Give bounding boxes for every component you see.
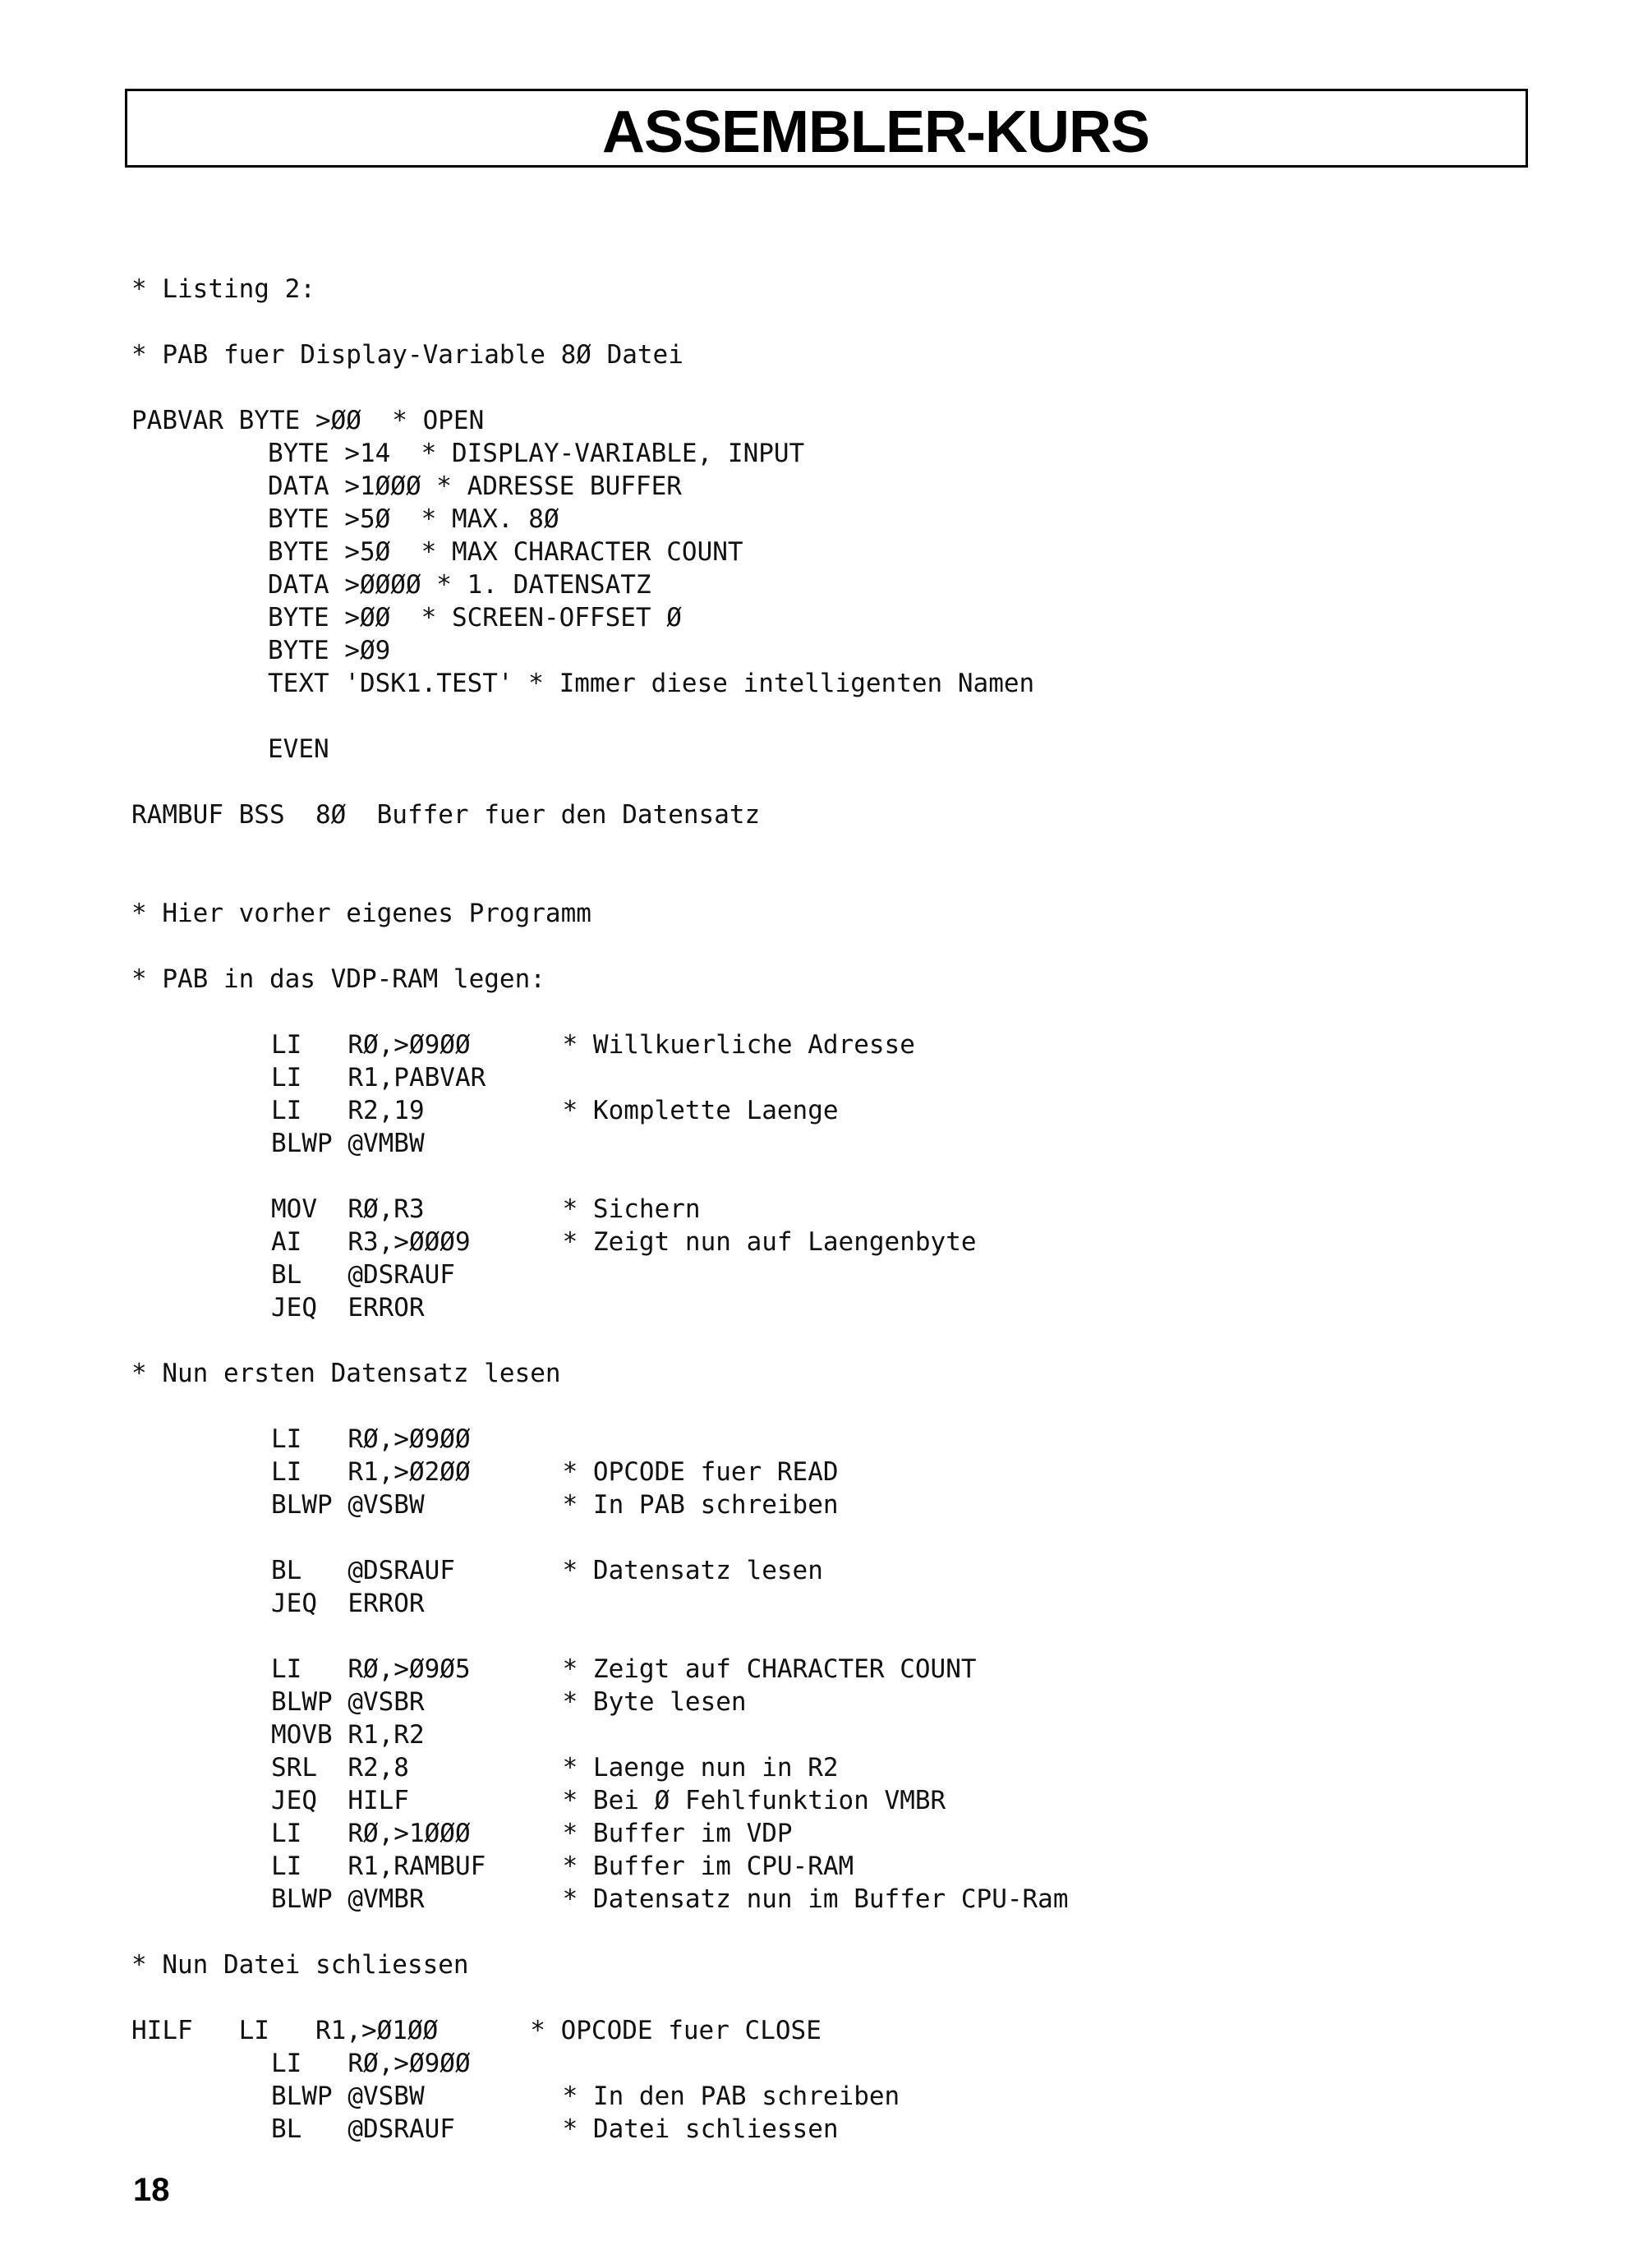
code-line: MOVB R1,R2 — [271, 1720, 425, 1750]
code-line: LI R1,PABVAR — [271, 1063, 486, 1093]
code-line: BLWP @VSBW * In den PAB schreiben — [271, 2082, 900, 2111]
code-line: * Hier vorher eigenes Programm — [131, 899, 591, 928]
code-line: * Listing 2: — [131, 274, 315, 304]
code-line: LI RØ,>Ø9ØØ * Willkuerliche Adresse — [271, 1030, 915, 1060]
page-title: ASSEMBLER-KURS — [601, 99, 1150, 165]
code-line: TEXT 'DSK1.TEST' * Immer diese intelligenten Namen — [268, 669, 1035, 698]
code-line: LI RØ,>Ø9Ø5 * Zeigt auf CHARACTER COUNT — [271, 1654, 977, 1684]
code-line: DATA >1ØØØ * ADRESSE BUFFER — [268, 472, 682, 501]
code-line: BL @DSRAUF * Datei schliessen — [271, 2114, 839, 2144]
code-line: SRL R2,8 * Laenge nun in R2 — [271, 1753, 839, 1783]
code-line: * Nun Datei schliessen — [131, 1950, 469, 1980]
code-line: JEQ ERROR — [271, 1293, 425, 1323]
code-line: BYTE >5Ø * MAX. 8Ø — [268, 504, 559, 534]
page-number: 18 — [133, 2172, 170, 2208]
code-line: BLWP @VSBW * In PAB schreiben — [271, 1490, 839, 1520]
code-line: * Nun ersten Datensatz lesen — [131, 1359, 561, 1388]
code-line: MOV RØ,R3 * Sichern — [271, 1194, 701, 1224]
code-line: * PAB fuer Display-Variable 8Ø Datei — [131, 340, 683, 370]
code-line: PABVAR BYTE >ØØ * OPEN — [131, 406, 485, 435]
code-line: JEQ ERROR — [271, 1589, 425, 1618]
code-line: BYTE >14 * DISPLAY-VARIABLE, INPUT — [268, 439, 805, 468]
code-line: AI R3,>ØØØ9 * Zeigt nun auf Laengenbyte — [271, 1227, 977, 1257]
code-line: BLWP @VMBW — [271, 1129, 425, 1158]
code-line: LI R2,19 * Komplette Laenge — [271, 1096, 839, 1125]
code-line: LI RØ,>Ø9ØØ — [271, 2049, 471, 2078]
code-line: EVEN — [268, 734, 329, 764]
code-line: BYTE >5Ø * MAX CHARACTER COUNT — [268, 537, 743, 567]
code-line: BYTE >ØØ * SCREEN-OFFSET Ø — [268, 603, 682, 633]
code-line: JEQ HILF * Bei Ø Fehlfunktion VMBR — [271, 1786, 946, 1815]
code-line: LI RØ,>Ø9ØØ — [271, 1424, 471, 1454]
code-line: DATA >ØØØØ * 1. DATENSATZ — [268, 570, 651, 600]
code-line: LI R1,RAMBUF * Buffer im CPU-RAM — [271, 1852, 854, 1881]
code-line: BL @DSRAUF * Datensatz lesen — [271, 1556, 823, 1585]
code-line: LI RØ,>1ØØØ * Buffer im VDP — [271, 1819, 793, 1848]
code-line: * PAB in das VDP-RAM legen: — [131, 964, 545, 994]
code-line: LI R1,>Ø2ØØ * OPCODE fuer READ — [271, 1457, 839, 1487]
code-line: RAMBUF BSS 8Ø Buffer fuer den Datensatz — [131, 800, 761, 830]
code-line: BLWP @VMBR * Datensatz nun im Buffer CPU-Ram — [271, 1884, 1069, 1914]
code-line: BL @DSRAUF — [271, 1260, 455, 1290]
code-line: BYTE >Ø9 — [268, 636, 391, 665]
code-line: BLWP @VSBR * Byte lesen — [271, 1687, 747, 1717]
code-line: HILF LI R1,>Ø1ØØ * OPCODE fuer CLOSE — [131, 2016, 822, 2045]
